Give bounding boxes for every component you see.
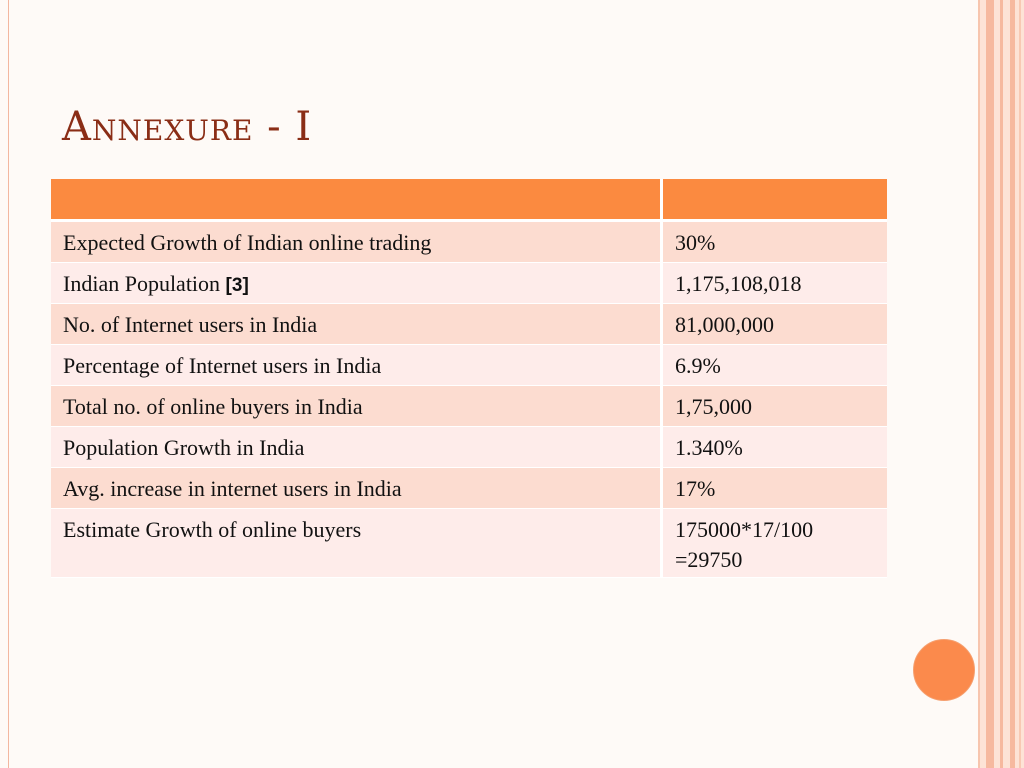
table-row [51,386,887,427]
decorative-stripe [1019,0,1021,768]
row-label: Percentage of Internet users in India [51,345,663,386]
slide-title: Annexure - I [62,104,313,150]
table-row [51,304,887,345]
row-label: Avg. increase in internet users in India [51,468,663,509]
left-border-line [8,0,9,768]
decorative-circle [913,639,975,701]
table-row [51,427,887,468]
row-label: Expected Growth of Indian online trading [51,222,663,263]
row-label-cell [51,263,663,304]
row-value-line: 175000*17/100 [675,517,814,542]
decorative-stripe [978,0,980,768]
row-value: 30% [663,222,887,263]
table-row [51,263,887,304]
row-value: 81,000,000 [663,304,887,345]
row-value: 17% [663,468,887,509]
row-value: 1,75,000 [663,386,887,427]
decorative-stripe [986,0,994,768]
row-label: Population Growth in India [51,427,663,468]
row-value: 6.9% [663,345,887,386]
decorative-stripe [1010,0,1015,768]
table-header-cell [51,179,663,222]
row-label: Estimate Growth of online buyers [51,509,663,578]
row-label: No. of Internet users in India [51,304,663,345]
row-value-line: =29750 [675,547,743,572]
data-table-container [51,179,887,578]
table-row [51,468,887,509]
row-label: Total no. of online buyers in India [51,386,663,427]
decorative-stripe [1000,0,1003,768]
row-value-cell [663,509,887,578]
table-row [51,509,887,578]
row-value: 1.340% [663,427,887,468]
data-table [51,179,887,578]
reference-marker: [3] [225,275,249,296]
table-header-cell [663,179,887,222]
table-row [51,345,887,386]
row-value: 1,175,108,018 [663,263,887,304]
row-label: Indian Population [63,271,221,296]
table-header-row [51,179,887,222]
table-row [51,222,887,263]
